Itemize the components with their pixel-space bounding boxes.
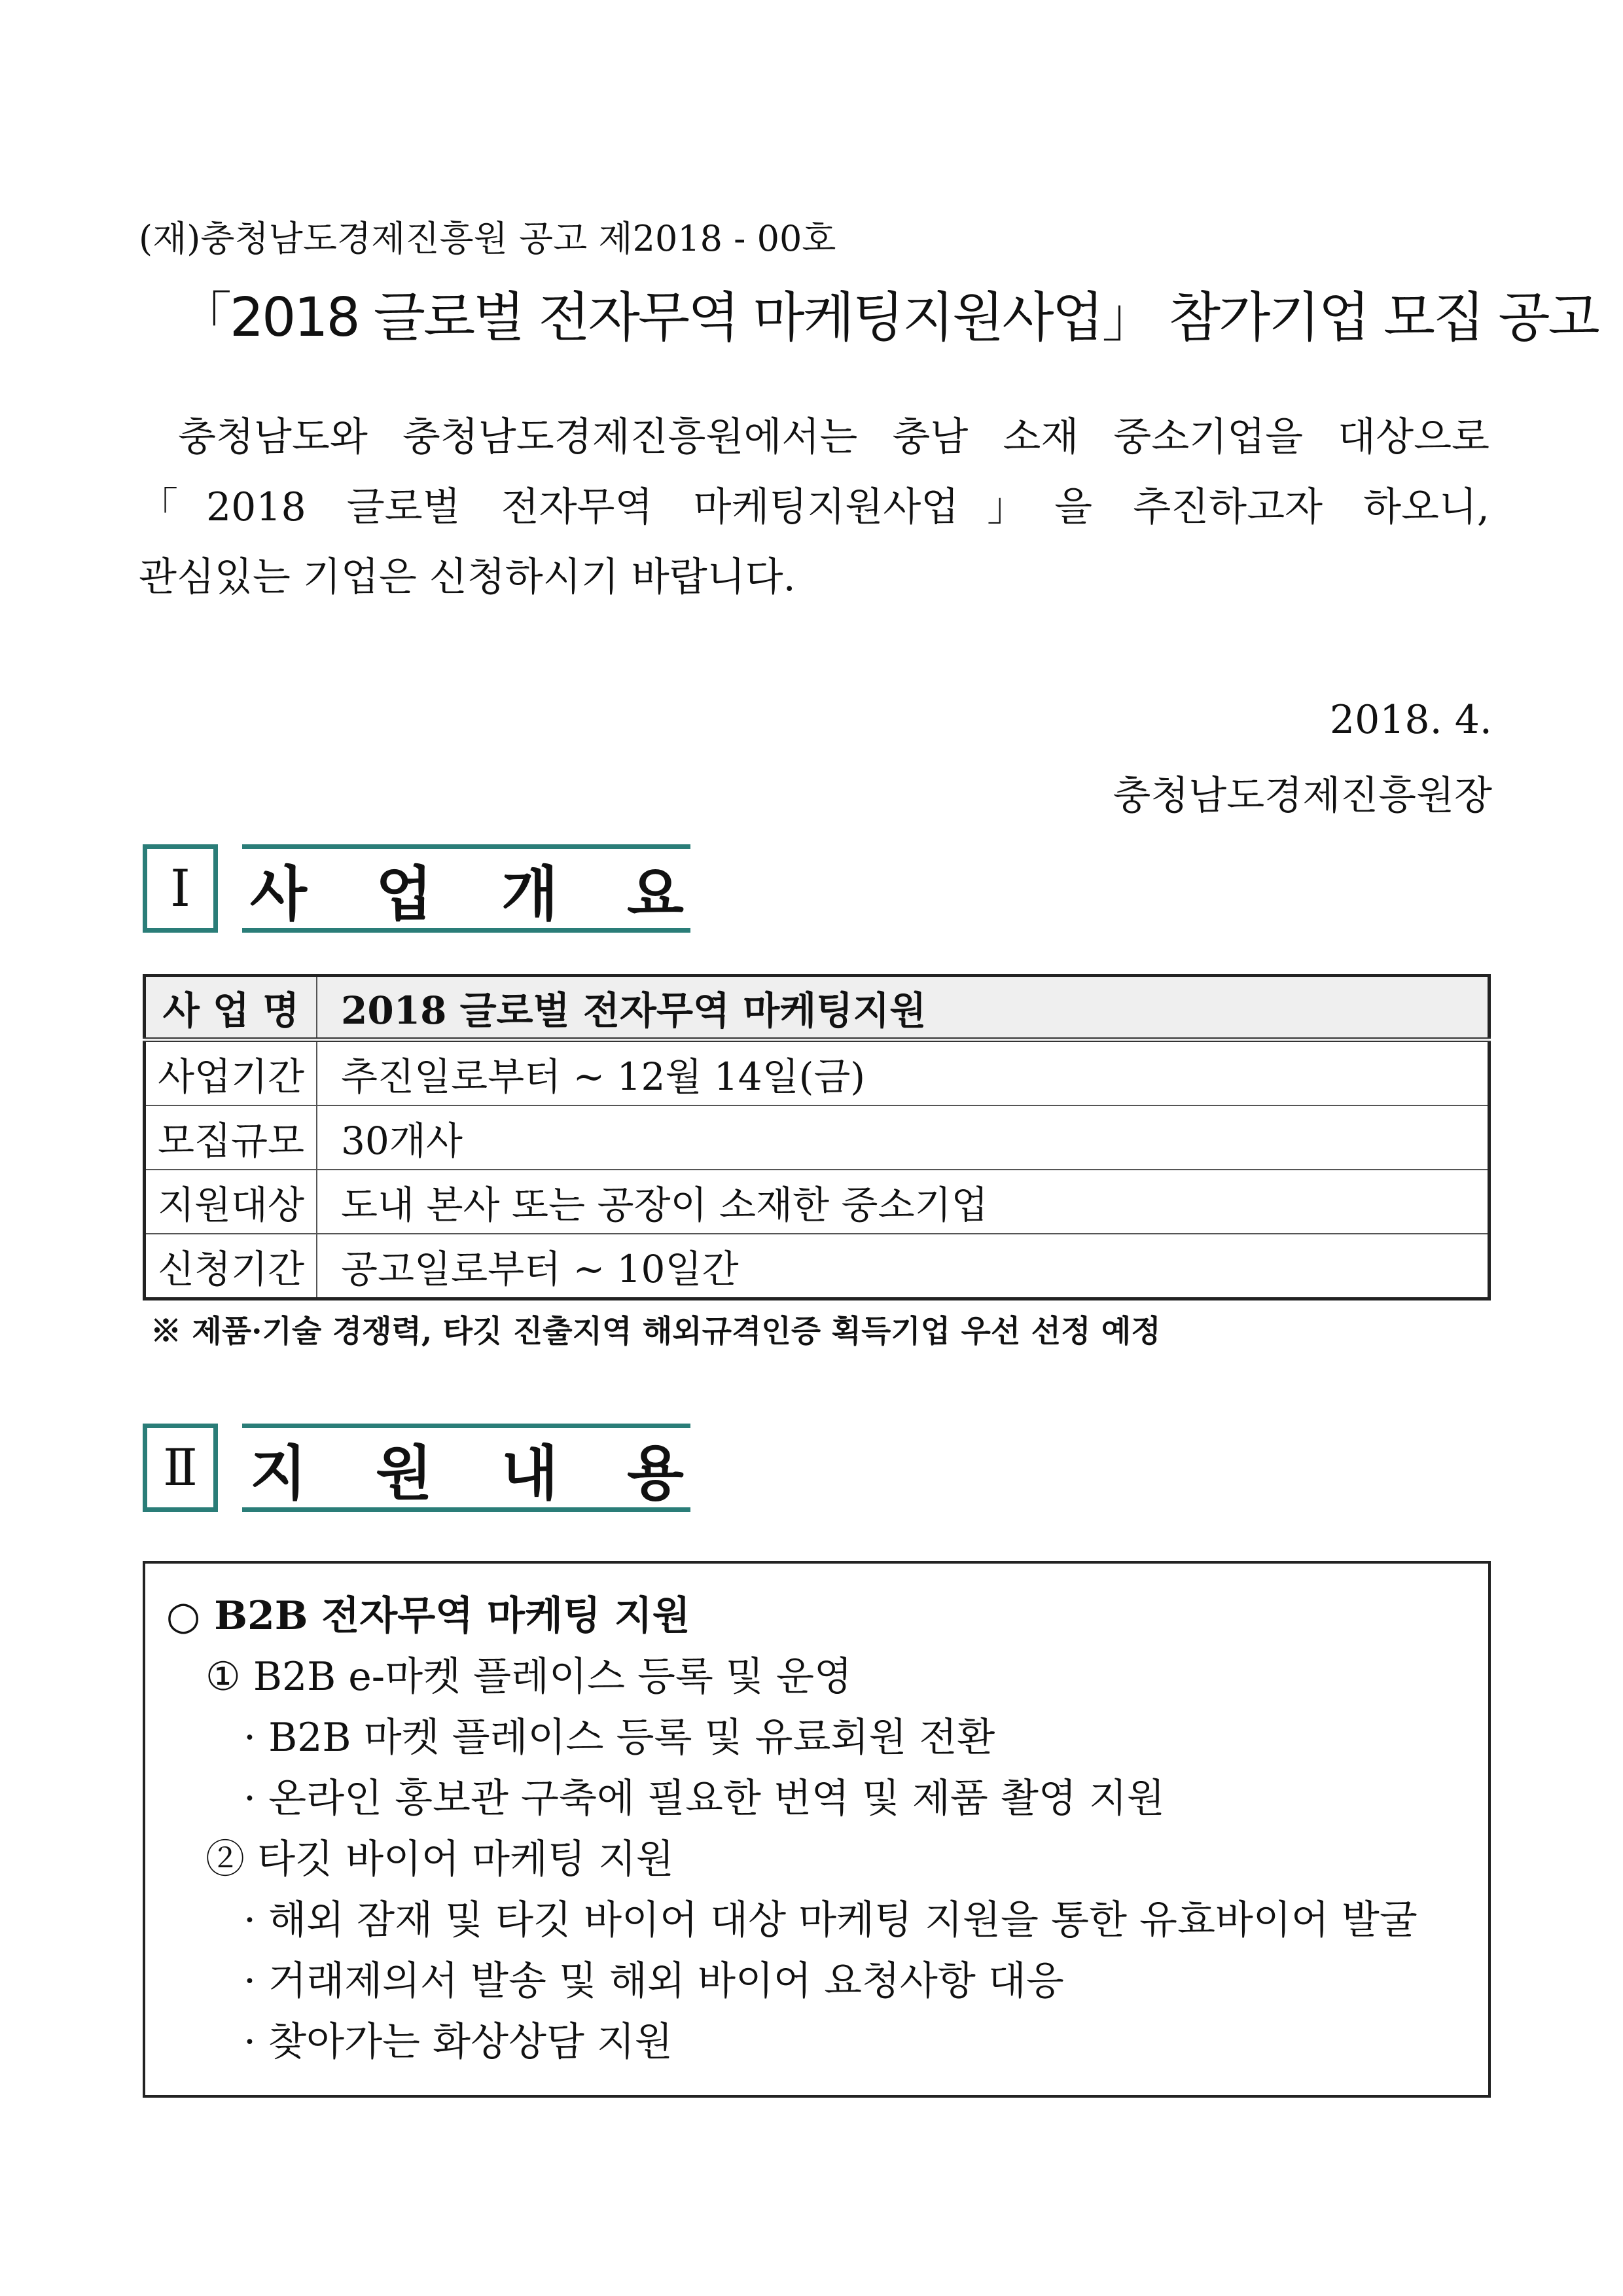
section-heading-char: 용 xyxy=(627,1439,684,1508)
section-number: Ⅱ xyxy=(143,1424,218,1512)
row-value: 공고일로부터 ~ 10일간 xyxy=(317,1234,1489,1299)
intro-line: 충청남도와 충청남도경제진흥원에서는 충남 소재 중소기업을 대상으로 xyxy=(178,414,1489,460)
table-row xyxy=(145,1040,1489,1106)
row-label: 신청기간 xyxy=(145,1234,317,1299)
support-bullet: · 온라인 홍보관 구축에 필요한 번역 및 제품 촬영 지원 xyxy=(243,1776,1165,1821)
notice-date: 2018. 4. xyxy=(1329,697,1492,743)
support-item-title: ① B2B e-마켓 플레이스 등록 및 운영 xyxy=(205,1654,852,1700)
section-heading xyxy=(242,844,690,933)
section-heading-char: 지 xyxy=(250,1439,307,1508)
intro-line: 「2018 글로벌 전자무역 마케팅지원사업」을 추진하고자 하오니, xyxy=(139,484,1489,530)
support-heading: ○ B2B 전자무역 마케팅 지원 xyxy=(166,1593,690,1639)
row-value: 30개사 xyxy=(317,1105,1489,1170)
overview-table xyxy=(143,974,1491,1300)
table-row xyxy=(145,1170,1489,1234)
row-value: 도내 본사 또는 공장이 소재한 중소기업 xyxy=(317,1170,1489,1234)
support-content-box xyxy=(143,1561,1491,2098)
support-bullet: · 찾아가는 화상상담 지원 xyxy=(243,2019,673,2065)
section-heading-char: 업 xyxy=(376,859,433,929)
issuer-name: 충청남도경제진흥원장 xyxy=(1113,773,1492,819)
section-heading xyxy=(242,1424,690,1512)
section-heading-char: 사 xyxy=(250,859,307,929)
section-heading-char: 개 xyxy=(501,859,558,929)
row-label: 모집규모 xyxy=(145,1105,317,1170)
footnote: ※ 제품·기술 경쟁력, 타깃 진출지역 해외규격인증 획득기업 우선 선정 예정 xyxy=(151,1314,1161,1350)
section-heading-char: 내 xyxy=(501,1439,558,1508)
intro-line: 관심있는 기업은 신청하시기 바랍니다. xyxy=(139,554,796,600)
table-row xyxy=(145,1105,1489,1170)
document-title: 「2018 글로벌 전자무역 마케팅지원사업」 참가기업 모집 공고 xyxy=(178,287,1598,349)
row-label: 사업기간 xyxy=(145,1040,317,1106)
support-bullet: · B2B 마켓 플레이스 등록 및 유료회원 전환 xyxy=(243,1715,995,1761)
section-number: Ⅰ xyxy=(143,844,218,933)
row-value: 2018 글로벌 전자무역 마케팅지원 xyxy=(317,976,1489,1040)
row-value: 추진일로부터 ~ 12월 14일(금) xyxy=(317,1040,1489,1106)
section-heading-char: 요 xyxy=(627,859,684,929)
notice-number: (재)충청남도경제진흥원 공고 제2018 - 00호 xyxy=(139,218,836,259)
support-bullet: · 거래제의서 발송 및 해외 바이어 요청사항 대응 xyxy=(243,1958,1064,2004)
row-label: 지원대상 xyxy=(145,1170,317,1234)
intro-paragraph xyxy=(139,403,1489,613)
support-bullet: · 해외 잠재 및 타깃 바이어 대상 마케팅 지원을 통한 유효바이어 발굴 xyxy=(243,1897,1418,1943)
table-row xyxy=(145,1234,1489,1299)
section-heading-char: 원 xyxy=(376,1439,433,1508)
support-item-title: ② 타깃 바이어 마케팅 지원 xyxy=(205,1837,674,1882)
row-label: 사 업 명 xyxy=(145,976,317,1040)
table-row xyxy=(145,976,1489,1040)
